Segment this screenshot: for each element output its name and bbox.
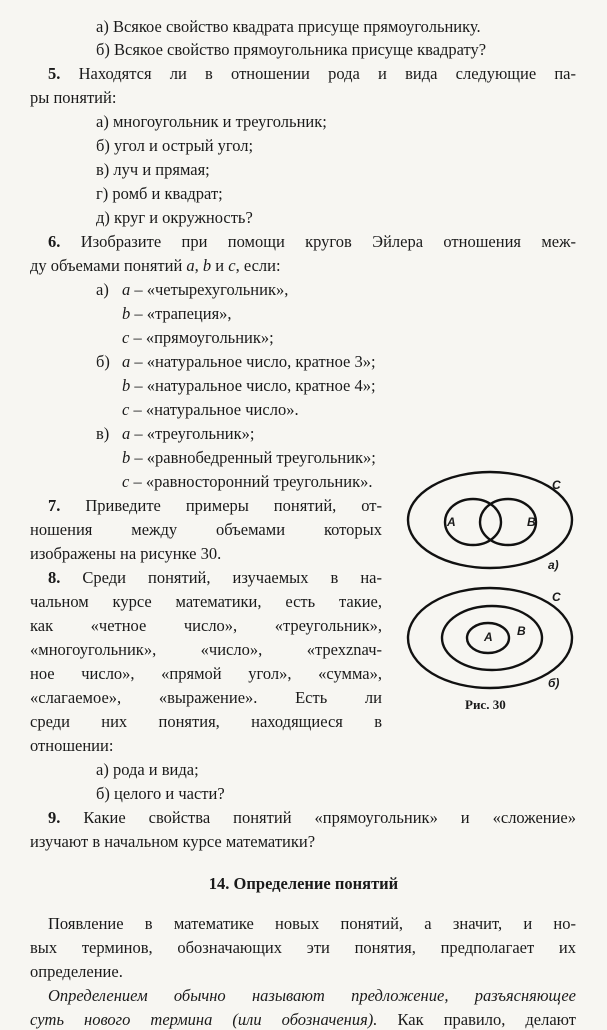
q4-item-b: б) Всякое свойство прямоугольника присуще квадрату?	[96, 40, 487, 59]
q5-item: в) луч и прямая;	[96, 160, 210, 179]
question-5-line1	[48, 64, 576, 84]
question-7-line1	[48, 496, 382, 516]
q5-text: Находятся ли в отношении рода и вида следующие па-	[78, 64, 576, 83]
q6-item-text: – «равнобедренный треугольник»;	[130, 448, 376, 467]
question-8-line5: ное число», «прямой угол», «сумма»,	[30, 664, 382, 683]
question-9-line2: изучают в начальном курсе математики?	[30, 832, 316, 851]
fig-b-label-a: A	[484, 630, 493, 644]
figure-caption: Рис. 30	[465, 697, 506, 712]
var: a	[122, 280, 131, 299]
question-6-line2	[30, 256, 281, 276]
q6-item-text: – «трапеция»,	[130, 304, 232, 323]
fig-a-label-b: B	[527, 515, 536, 529]
var: a	[122, 352, 131, 371]
var: b	[122, 304, 131, 323]
q6-and: и	[211, 256, 229, 275]
var-b: b	[202, 256, 212, 275]
q5-item: д) круг и окружность?	[96, 208, 253, 227]
fig-b-label-b: B	[517, 624, 526, 638]
q6-item-text: – «натуральное число, кратное 3»;	[130, 352, 376, 371]
var-a: a	[186, 256, 195, 275]
q6-item-text: – «равносторонний треугольник».	[129, 472, 373, 491]
question-8-line8: отношении:	[30, 736, 114, 755]
question-9-line1	[48, 808, 576, 828]
question-8-line6: «слагаемое», «выражение». Есть ли	[30, 688, 382, 707]
q6-group-label: б)	[96, 352, 110, 371]
q6-item-text: – «натуральное число, кратное 4»;	[130, 376, 376, 395]
section-p1-line1: Появление в математике новых понятий, а значит, и но-	[48, 914, 576, 933]
question-8-line2: чальном курсе математики, есть такие,	[30, 592, 382, 611]
var: c	[122, 400, 130, 419]
question-8-number: 8.	[48, 568, 61, 587]
question-5-number: 5.	[48, 64, 61, 83]
question-7-line3: изображены на рисунке 30.	[30, 544, 222, 563]
var: c	[122, 328, 130, 347]
q5-item: г) ромб и квадрат;	[96, 184, 223, 203]
q5-item: б) угол и острый угол;	[96, 136, 254, 155]
question-5-line2: ры понятий:	[30, 88, 117, 107]
fig-a-label-c: C	[552, 478, 561, 492]
q6-item-text: – «прямоугольник»;	[129, 328, 274, 347]
question-7-number: 7.	[48, 496, 61, 515]
q6-item	[122, 304, 232, 324]
q6-suffix: , если:	[235, 256, 281, 275]
fig-b-label-c: C	[552, 590, 561, 604]
definition-italic: суть нового термина (или обозначения).	[30, 1010, 378, 1029]
q6-item	[122, 376, 376, 396]
question-8-line3: как «четное число», «треугольник»,	[30, 616, 382, 635]
q6-item	[122, 472, 372, 492]
var: a	[122, 424, 131, 443]
var-c: c	[228, 256, 236, 275]
q4-item-a: а) Всякое свойство квадрата присуще прямоугольнику.	[96, 17, 481, 36]
q7-text: Приведите примеры понятий, от-	[85, 496, 382, 515]
q6-item-text: – «треугольник»;	[130, 424, 255, 443]
q6-text: ду объемами понятий	[30, 256, 187, 275]
q9-text: Какие свойства понятий «прямоугольник» и «сложение»	[83, 808, 577, 827]
section-p2-line1: Определением обычно называют предложение, разъясняющее	[48, 986, 576, 1005]
fig-a-circle-c	[408, 472, 572, 568]
fig-a-label-a: A	[447, 515, 456, 529]
section-p1-line2: вых терминов, обозначающих эти понятия, предполагает их	[30, 938, 576, 957]
q6-comma: ,	[194, 256, 203, 275]
q6-text: Изобразите при помощи кругов Эйлера отношения меж-	[80, 232, 577, 251]
fig-a-sublabel: а)	[548, 558, 559, 572]
q6-item	[122, 352, 376, 372]
var: c	[122, 472, 130, 491]
q8-item-a: а) рода и вида;	[96, 760, 199, 779]
q8-item-b: б) целого и части?	[96, 784, 225, 803]
fig-b-sublabel: б)	[548, 676, 560, 690]
section-title: 14. Определение понятий	[208, 874, 399, 893]
q6-item	[122, 280, 288, 300]
var: b	[122, 448, 131, 467]
question-9-number: 9.	[48, 808, 61, 827]
question-8-line1	[48, 568, 382, 588]
q6-item-text: – «натуральное число».	[129, 400, 299, 419]
figure-30	[398, 470, 598, 730]
q6-group-label: а)	[96, 280, 109, 299]
q8-text: Среди понятий, изучаемых в на-	[82, 568, 383, 587]
question-6-line1	[48, 232, 576, 252]
question-6-number: 6.	[48, 232, 61, 251]
question-7-line2: ношения между объемами которых	[30, 520, 382, 539]
question-8-line7: среди них понятия, находящиеся в	[30, 712, 382, 731]
q6-item	[122, 328, 274, 348]
q6-group-label: в)	[96, 424, 110, 443]
q6-item	[122, 424, 254, 444]
var: b	[122, 376, 131, 395]
q6-item-text: – «четырехугольник»,	[130, 280, 289, 299]
question-8-line4: «многоугольник», «число», «трехznач-	[30, 640, 382, 659]
q5-item: а) многоугольник и треугольник;	[96, 112, 327, 131]
section-p2-line2	[30, 1010, 576, 1030]
section-p1-line3: определение.	[30, 962, 123, 981]
q6-item	[122, 400, 299, 420]
definition-rest: Как правило, делают	[377, 1010, 576, 1029]
q6-item	[122, 448, 376, 468]
